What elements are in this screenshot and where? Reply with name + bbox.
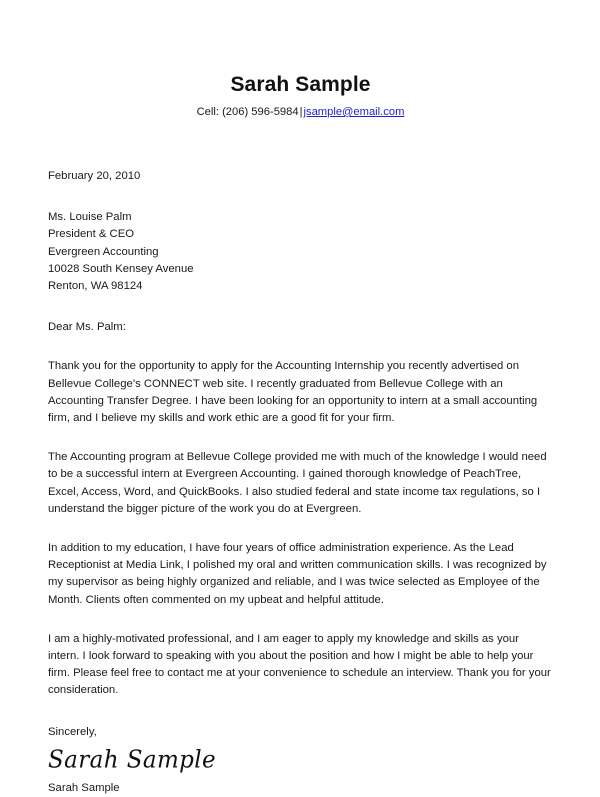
email-link[interactable]: jsample@email.com: [303, 106, 405, 118]
body-paragraph-1: Thank you for the opportunity to apply for the Accounting Internship you recently advertised on Bellevue College’s CONNECT web site. I recently graduated from Bellevue College with an Accounting Transfer Degree. I have been looking for an opportunity to intern at a small accounting firm, and I believe my skills and work ethic are a good fit for your firm.: [48, 360, 538, 425]
body-paragraph-3: In addition to my education, I have four years of office administration experience. As the Lead Receptionist at Media Link, I polished my oral and written communication skills. I was recognized by my supervisor as being highly organized and reliable, and I was twice selected as Employee of the Month. Clients often commented on my upbeat and helpful attitude.: [48, 542, 547, 606]
phone-text: Cell: (206) 596-5984: [196, 106, 299, 118]
recipient-city-state-zip: Renton, WA 98124: [48, 280, 143, 293]
recipient-street: 10028 South Kensey Avenue: [48, 262, 194, 275]
contact-separator: |: [299, 106, 303, 118]
date-line: February 20, 2010: [48, 170, 141, 182]
body-paragraph-4: I am a highly-motivated professional, and I am eager to apply my knowledge and skills as your intern. I look forward to speaking with you about the position and how I might be able to help your firm. Please feel free to contact me at your convenience to schedule an interview. Thank you for your consideration.: [48, 632, 551, 697]
recipient-name: Ms. Louise Palm: [48, 211, 132, 224]
recipient-title: President & CEO: [48, 228, 135, 241]
body-paragraph-2: The Accounting program at Bellevue College provided me with much of the knowledge I would need to be a successful intern at Evergreen Accounting. I gained thorough knowledge of PeachTree, Excel, Access, Word, and QuickBooks. I also studied federal and state income tax regulations, so I understand the bigger picture of the work you do at Evergreen.: [48, 451, 547, 515]
recipient-company: Evergreen Accounting: [48, 245, 159, 258]
salutation: Dear Ms. Palm:: [48, 321, 126, 334]
letterhead: [48, 0, 553, 120]
handwritten-signature: Sarah Sample: [48, 746, 217, 774]
contact-line: [48, 104, 553, 120]
letter-content: [48, 0, 553, 797]
recipient-address-block: [48, 209, 553, 295]
typed-signature-name: Sarah Sample: [48, 781, 120, 794]
sender-name: Sarah Sample: [230, 73, 371, 96]
valediction: Sincerely,: [48, 725, 97, 738]
